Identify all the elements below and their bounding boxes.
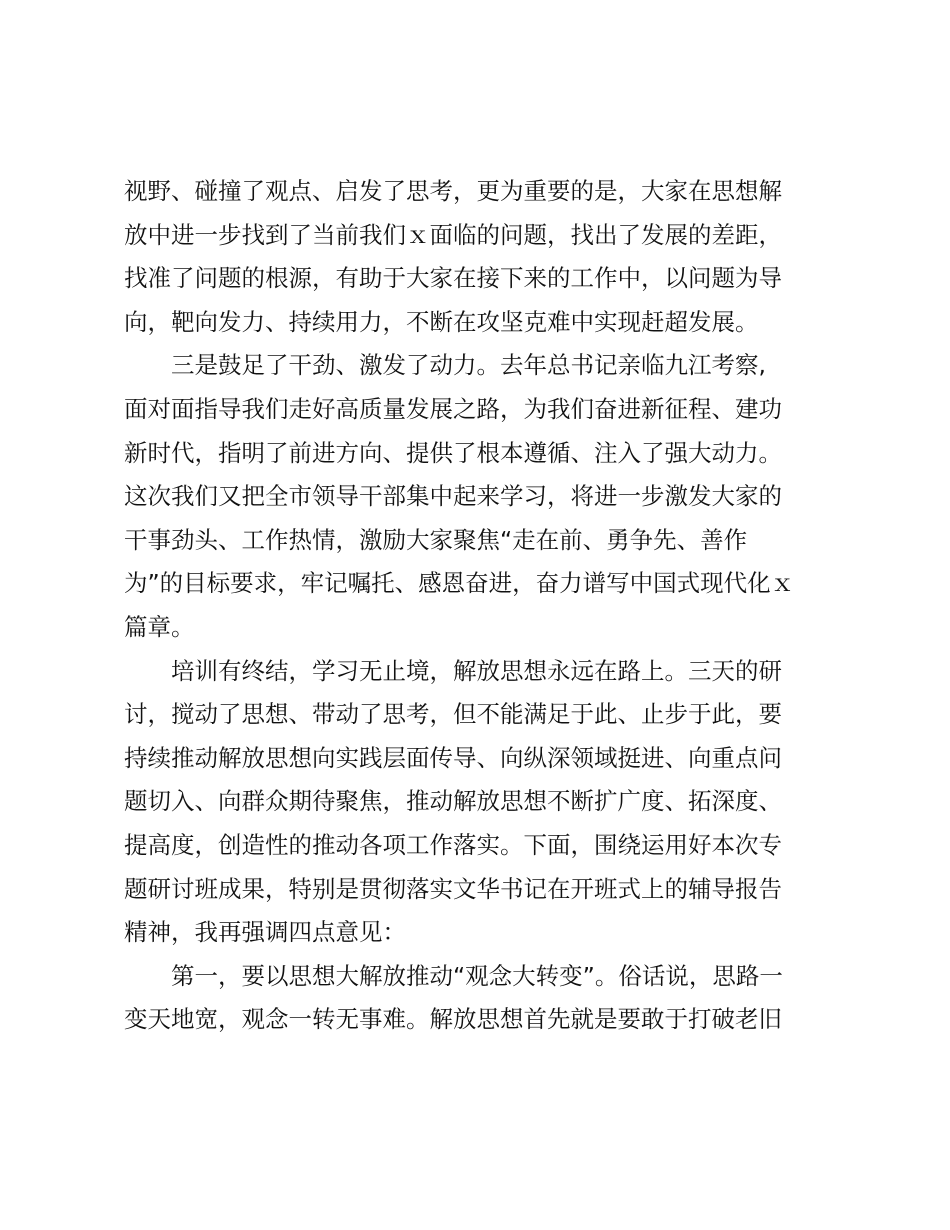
text-line: 视野、碰撞了观点、启发了思考，更为重要的是，大家在思想解 xyxy=(124,177,782,205)
text-line: 题研讨班成果，特别是贯彻落实文华书记在开班式上的辅导报告 xyxy=(124,874,782,903)
paragraph-first-line: 第一，要以思想大解放推动“观念大转变”。俗话说，思路一 xyxy=(171,961,783,990)
text-line: 为”的目标要求，牢记嘱托、感恩奋进，奋力谱写中国式现代化ｘ xyxy=(124,569,795,598)
paragraph-first-line: 三是鼓足了干劲、激发了动力。去年总书记亲临九江考察, xyxy=(171,351,766,380)
text-line: 面对面指导我们走好高质量发展之路，为我们奋进新征程、建功 xyxy=(124,394,782,423)
text-line: 篇章。 xyxy=(124,612,195,641)
text-line: 找准了问题的根源，有助于大家在接下来的工作中，以问题为导 xyxy=(124,264,782,293)
document-body xyxy=(124,170,829,1042)
paragraph-first-line: 培训有终结，学习无止境，解放思想永远在路上。三天的研 xyxy=(171,656,782,685)
text-line: 这次我们又把全市领导干部集中起来学习，将进一步激发大家的 xyxy=(124,482,782,511)
text-line: 变天地宽，观念一转无事难。解放思想首先就是要敢于打破老旧 xyxy=(124,1005,782,1034)
text-line: 持续推动解放思想向实践层面传导、向纵深领域挺进、向重点问 xyxy=(124,743,782,772)
text-line: 题切入、向群众期待聚焦，推动解放思想不断扩广度、拓深度、 xyxy=(124,787,782,816)
text-line: 提高度，创造性的推动各项工作落实。下面，围绕运用好本次专 xyxy=(124,830,782,859)
text-line: 向，靶向发力、持续用力，不断在攻坚克难中实现赶超发展。 xyxy=(124,307,759,336)
text-line: 新时代，指明了前进方向、提供了根本遵循、注入了强大动力。 xyxy=(124,438,782,467)
text-line: 讨，搅动了思想、带动了思考，但不能满足于此、止步于此，要 xyxy=(124,700,782,729)
text-line: 放中进一步找到了当前我们ｘ面临的问题，找出了发展的差距， xyxy=(124,220,782,249)
text-line: 干事劲头、工作热情，激励大家聚焦“走在前、勇争先、善作 xyxy=(124,525,748,554)
text-line: 精神，我再强调四点意见： xyxy=(124,918,406,947)
